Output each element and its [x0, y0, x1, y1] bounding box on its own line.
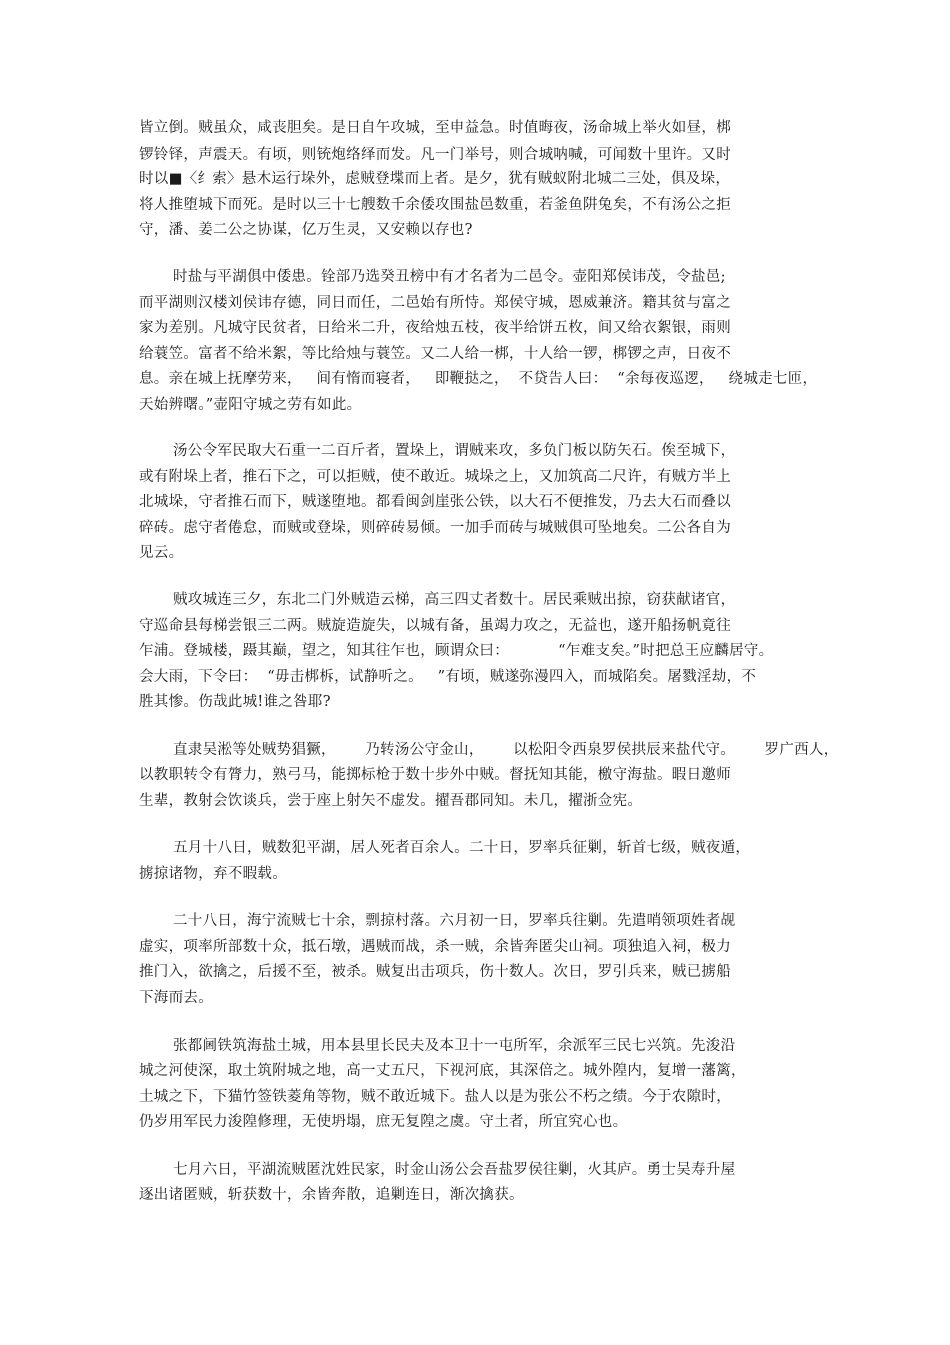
text-line: 虚实，项率所部数十众，抵石墩，遇贼而战，杀一贼，余皆奔匿尖山祠。项独追入祠，极力	[139, 939, 731, 955]
text-line: 息。亲在城上抚摩劳来， 间有惰而寝者， 即鞭挞之， 不贷告人曰： “余每夜巡逻， 绕城走七匝，	[139, 371, 818, 387]
text-line: 时盐与平湖俱中倭患。铨部乃选癸丑榜中有才名者为二邑令。壶阳郑侯讳茂，令盐邑;	[173, 269, 726, 285]
text-line: 二十八日，海宁流贼七十余，剽掠村落。六月初一日，罗率兵往剿。先遣哨领项姓者觇	[173, 913, 736, 929]
text-line: 仍岁用军民力浚隍修理，无使坍塌，庶无复隍之虞。守土者，所宜究心也。	[139, 1114, 628, 1130]
text-line: 锣铃铎，声震天。有顷，则铳炮络绎而发。凡一门举号，则合城呐喊，可闻数十里许。又时	[139, 147, 731, 163]
text-line: 掳掠诸物，弃不暇载。	[139, 866, 287, 882]
text-line: 推门入，欲擒之，后援不至，被杀。贼复出击项兵，伤十数人。次日，罗引兵来，贼已掳船	[139, 964, 731, 980]
text-line: 五月十八日，贼数犯平湖，居人死者百余人。二十日，罗率兵征剿，斩首七级，贼夜遁，	[173, 840, 751, 856]
text-line: 碎砖。虑守者倦怠，而贼或登垛，则碎砖易倾。一加手而砖与城贼俱可坠地矣。二公各自为	[139, 520, 731, 536]
text-line: 汤公令军民取大石重一二百斤者，置垛上，谓贼来攻，多负门板以防矢石。俟至城下，	[173, 443, 736, 459]
text-line: 守，潘、姜二公之协谋，亿万生灵，又安赖以存也?	[139, 222, 473, 238]
text-line: 北城垛，守者推石而下，贼遂堕地。都看闽剑崖张公铁，以大石不便推发，乃去大石而叠以	[139, 494, 731, 510]
text-line: 会大雨，下令曰： “毋击梆柝，试静听之。 ”有顷，贼遂弥漫四入，而城陷矣。屠戮淫劫，不	[139, 669, 757, 685]
text-line: 家为差别。凡城守民贫者，日给米二升，夜给烛五枝，夜半给饼五枚，间又给衣絮银，雨则	[139, 320, 731, 336]
text-line: 生辈，教射会饮谈兵，尝于座上射矢不虚发。擢吾郡同知。未几，擢浙佥宪。	[139, 793, 643, 809]
text-line: 乍浦。登城楼，蹑其巅，望之，知其往乍也，顾谓众曰： “乍难支矣。”时把总王应麟居守。	[139, 643, 774, 659]
text-line: 或有附垛上者，推石下之，可以拒贼，使不敢近。城垛之上，又加筑高二尺许，有贼方半上	[139, 469, 731, 485]
text-line: 以教职转令有膂力，熟弓马，能掷标枪于数十步外中贼。督抚知其能，檄守海盐。暇日邀师	[139, 767, 731, 783]
text-line: 天始辨曙。”壶阳守城之劳有如此。	[139, 397, 362, 413]
text-line: 贼攻城连三夕，东北二门外贼造云梯，高三四丈者数十。居民乘贼出掠，窃获献诸官，	[173, 592, 736, 608]
text-line: 下海而去。	[139, 990, 213, 1006]
text-line: 给蓑笠。富者不给米絮，等比给烛与蓑笠。又二人给一梆，十人给一锣，梆锣之声，日夜不	[139, 346, 731, 362]
text-line: 逐出诸匿贼，斩获数十，余皆奔散，追剿连日，渐次擒获。	[139, 1187, 524, 1203]
text-line: 皆立倒。贼虽众，咸丧胆矣。是日自午攻城，至申益急。时值晦夜，汤命城上举火如昼，梆	[139, 120, 731, 136]
text-line: 七月六日，平湖流贼匿沈姓民家，时金山汤公会吾盐罗侯往剿，火其庐。勇士吴寿升屋	[173, 1162, 736, 1178]
text-line: 守巡命县每梯尝银三二两。贼旋造旋失，以城有备，虽竭力攻之，无益也，遂开船扬帆竟往	[139, 618, 731, 634]
text-line: 胜其惨。伤哉此城!谁之咎耶?	[139, 694, 331, 710]
text-line: 城之河使深，取土筑附城之地，高一丈五尺，下视河底，其深倍之。城外隍内，复增一藩篱，	[139, 1063, 746, 1079]
text-line: 时以■〈纟索〉悬木运行垛外，虑贼登堞而上者。是夕，犹有贼蚁附北城二三处，俱及垛，	[139, 171, 731, 187]
text-line: 而平湖则汉楼刘侯讳存德，同日而任，二邑始有所恃。郑侯守城，恩威兼济。籍其贫与富之	[139, 295, 731, 311]
text-line: 将人推堕城下而死。是时以三十七艘数千余倭攻围盐邑数重，若釜鱼阱兔矣，不有汤公之拒	[139, 197, 731, 213]
text-line: 直隶吴淞等处贼势猖獗， 乃转汤公守金山， 以松阳令西泉罗侯拱辰来盐代守。 罗广西人，	[173, 742, 839, 758]
text-line: 张都阃铁筑海盐土城，用本县里长民夫及本卫十一屯所军，余派军三民七兴筑。先浚沿	[173, 1038, 736, 1054]
text-line: 土城之下，下猫竹签铁菱角等物，贼不敢近城下。盐人以是为张公不朽之绩。今于农隙时，	[139, 1089, 731, 1105]
text-line: 见云。	[139, 545, 184, 561]
